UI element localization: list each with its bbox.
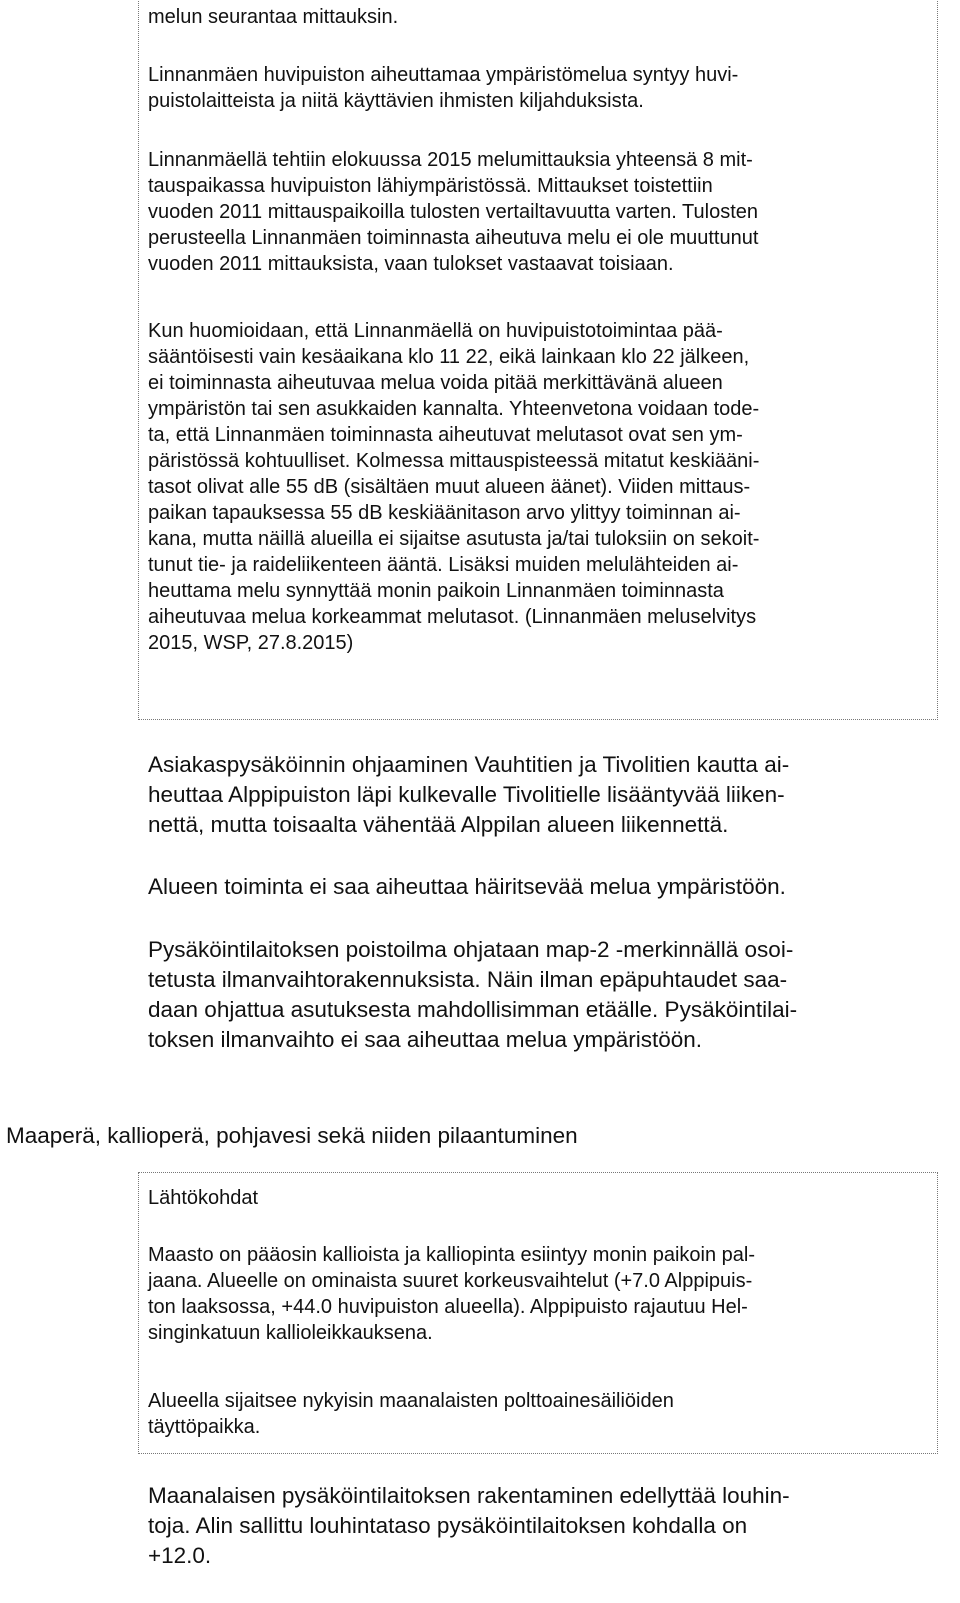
box1-paragraph-3: [148, 318, 759, 656]
text-line: tunut tie- ja raideliikenteen ääntä. Lisäksi muiden melulähteiden ai-: [148, 554, 739, 576]
text-line: Alueen toiminta ei saa aiheuttaa häiritsevää melua ympäristöön.: [148, 874, 786, 899]
text-line: päristössä kohtuulliset. Kolmessa mittauspisteessä mitatut keskiääni-: [148, 450, 760, 472]
body-paragraph-ventilation: [148, 935, 797, 1055]
text-line: Kun huomioidaan, että Linnanmäellä on huvipuistotoimintaa pää-: [148, 320, 723, 342]
section-heading: [6, 1121, 578, 1151]
text-line: Maanalaisen pysäköintilaitoksen rakentaminen edellyttää louhin-: [148, 1483, 790, 1508]
text-line: jaana. Alueelle on ominaista suuret korkeusvaihtelut (+7.0 Alppipuis-: [148, 1270, 753, 1292]
box1-paragraph-0: [148, 4, 398, 30]
text-line: perusteella Linnanmäen toiminnasta aiheutuva melu ei ole muuttunut: [148, 227, 759, 249]
text-line: Linnanmäen huvipuiston aiheuttamaa ympäristömelua syntyy huvi-: [148, 64, 739, 86]
text-line: Linnanmäellä tehtiin elokuussa 2015 melumittauksia yhteensä 8 mit-: [148, 149, 753, 171]
text-line: toja. Alin sallittu louhintataso pysäköintilaitoksen kohdalla on: [148, 1513, 748, 1538]
text-line: 2015, WSP, 27.8.2015): [148, 632, 354, 654]
text-line: Maasto on pääosin kallioista ja kalliopinta esiintyy monin paikoin pal-: [148, 1244, 756, 1266]
section-heading-text: Maaperä, kallioperä, pohjavesi sekä niiden pilaantuminen: [6, 1123, 578, 1148]
text-line: täyttöpaikka.: [148, 1416, 261, 1438]
text-line: singinkatuun kallioleikkauksena.: [148, 1322, 433, 1344]
text-line: Alueella sijaitsee nykyisin maanalaisten polttoainesäiliöiden: [148, 1390, 674, 1412]
text-line: ympäristön tai sen asukkaiden kannalta. Yhteenvetona voidaan tode-: [148, 398, 760, 420]
text-line: tetusta ilmanvaihtorakennuksista. Näin ilman epäpuhtaudet saa-: [148, 967, 788, 992]
text-line: vuoden 2011 mittauspaikoilla tulosten vertailtavuutta varten. Tulosten: [148, 201, 758, 223]
box2-title: [148, 1185, 258, 1211]
text-line: kana, mutta näillä alueilla ei sijaitse asutusta ja/tai tuloksiin on sekoit-: [148, 528, 760, 550]
text-line: ei toiminnasta aiheutuvaa melua voida pitää merkittävänä alueen: [148, 372, 723, 394]
text-line: paikan tapauksessa 55 dB keskiäänitason arvo ylittyy toiminnan ai-: [148, 502, 741, 524]
body-paragraph-traffic: [148, 750, 789, 840]
box2-paragraph-1: [148, 1242, 755, 1346]
text-line: nettä, mutta toisaalta vähentää Alppilan alueen liikennettä.: [148, 812, 729, 837]
text-line: Asiakaspysäköinnin ohjaaminen Vauhtitien ja Tivolitien kautta ai-: [148, 752, 790, 777]
text-line: sääntöisesti vain kesäaikana klo 11 22, eikä lainkaan klo 22 jälkeen,: [148, 346, 750, 368]
box1-paragraph-2: [148, 147, 758, 277]
box-title-text: Lähtökohdat: [148, 1187, 259, 1209]
box1-paragraph-1: [148, 62, 738, 114]
body-paragraph-noise-rule: [148, 872, 786, 902]
text-line: tauspaikassa huvipuiston lähiympäristössä. Mittaukset toistettiin: [148, 175, 713, 197]
text-line: ton laaksossa, +44.0 huvipuiston alueella). Alppipuisto rajautuu Hel-: [148, 1296, 748, 1318]
text-line: Pysäköintilaitoksen poistoilma ohjataan map-2 -merkinnällä osoi-: [148, 937, 794, 962]
text-line: +12.0.: [148, 1543, 212, 1568]
text-line: daan ohjattua asutuksesta mahdollisimman etäälle. Pysäköintilai-: [148, 997, 798, 1022]
text-line: puistolaitteista ja niitä käyttävien ihmisten kiljahduksista.: [148, 90, 644, 112]
text-line: heuttama melu synnyttää monin paikoin Linnanmäen toiminnasta: [148, 580, 724, 602]
text-line: tasot olivat alle 55 dB (sisältäen muut alueen äänet). Viiden mittaus-: [148, 476, 751, 498]
text-line: heuttaa Alppipuiston läpi kulkevalle Tivolitielle lisääntyvää liiken-: [148, 782, 785, 807]
text-line: aiheutuvaa melua korkeammat melutasot. (Linnanmäen meluselvitys: [148, 606, 757, 628]
text-line: vuoden 2011 mittauksista, vaan tulokset vastaavat toisiaan.: [148, 253, 674, 275]
body-paragraph-excavation: [148, 1481, 790, 1571]
text-line: toksen ilmanvaihto ei saa aiheuttaa melua ympäristöön.: [148, 1027, 703, 1052]
text-line: melun seurantaa mittauksin.: [148, 6, 399, 28]
box2-paragraph-2: [148, 1388, 674, 1440]
text-line: ta, että Linnanmäen toiminnasta aiheutuvat melutasot ovat sen ym-: [148, 424, 743, 446]
